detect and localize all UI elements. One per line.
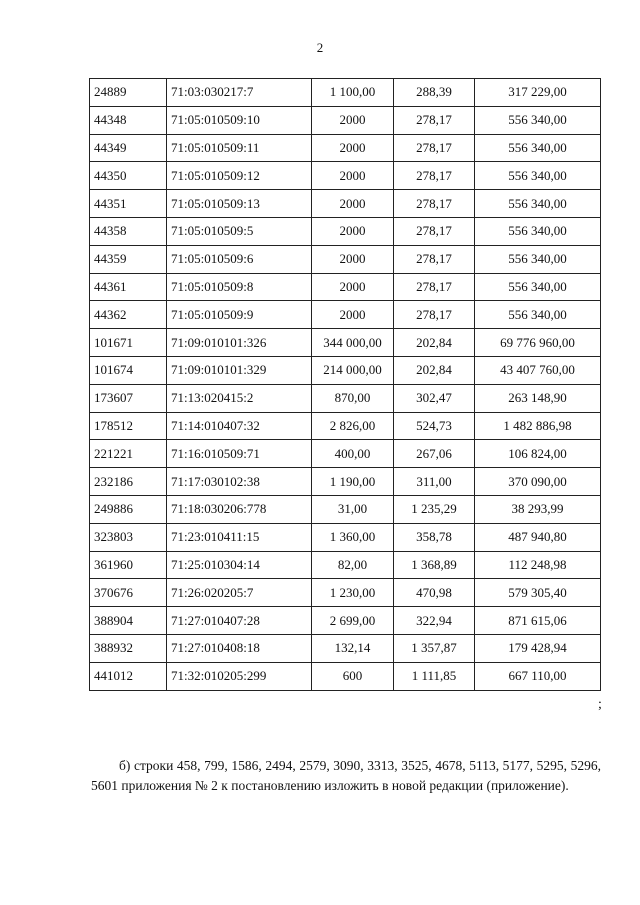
row-id-cell: 221221 <box>90 440 167 468</box>
area-cell: 600 <box>312 662 394 690</box>
area-cell: 2000 <box>312 245 394 273</box>
cadastral-value-cell: 556 340,00 <box>475 273 601 301</box>
area-cell: 344 000,00 <box>312 329 394 357</box>
row-id-cell: 370676 <box>90 579 167 607</box>
rate-cell: 267,06 <box>394 440 475 468</box>
rate-cell: 1 368,89 <box>394 551 475 579</box>
row-id-cell: 44358 <box>90 217 167 245</box>
rate-cell: 1 357,87 <box>394 634 475 662</box>
cadastral-number-cell: 71:27:010408:18 <box>167 634 312 662</box>
rate-cell: 288,39 <box>394 79 475 107</box>
row-id-cell: 441012 <box>90 662 167 690</box>
cadastral-value-cell: 487 940,80 <box>475 523 601 551</box>
cadastral-number-cell: 71:03:030217:7 <box>167 79 312 107</box>
table-row <box>90 245 601 273</box>
row-id-cell: 44362 <box>90 301 167 329</box>
amendment-paragraph: б) строки 458, 799, 1586, 2494, 2579, 3090, 3313, 3525, 4678, 5113, 5177, 5295, 5296, 5601 приложения № 2 к постановлению изложить в новой редакции (приложение). <box>91 757 601 793</box>
table-row <box>90 190 601 218</box>
cadastral-number-cell: 71:05:010509:9 <box>167 301 312 329</box>
cadastral-number-cell: 71:26:020205:7 <box>167 579 312 607</box>
cadastral-number-cell: 71:25:010304:14 <box>167 551 312 579</box>
row-id-cell: 388932 <box>90 634 167 662</box>
cadastral-number-cell: 71:17:030102:38 <box>167 468 312 496</box>
cadastral-number-cell: 71:27:010407:28 <box>167 607 312 635</box>
table-trailing-semicolon: ; <box>598 697 602 712</box>
table-row <box>90 607 601 635</box>
cadastral-value-cell: 667 110,00 <box>475 662 601 690</box>
table-row <box>90 634 601 662</box>
cadastral-number-cell: 71:14:010407:32 <box>167 412 312 440</box>
cadastral-value-cell: 579 305,40 <box>475 579 601 607</box>
rate-cell: 302,47 <box>394 384 475 412</box>
table-row <box>90 579 601 607</box>
page-number: 2 <box>316 40 324 55</box>
row-id-cell: 361960 <box>90 551 167 579</box>
row-id-cell: 173607 <box>90 384 167 412</box>
rate-cell: 322,94 <box>394 607 475 635</box>
table-row <box>90 273 601 301</box>
area-cell: 1 190,00 <box>312 468 394 496</box>
cadastral-number-cell: 71:32:010205:299 <box>167 662 312 690</box>
cadastral-value-cell: 38 293,99 <box>475 495 601 523</box>
rate-cell: 202,84 <box>394 329 475 357</box>
cadastral-value-cell: 106 824,00 <box>475 440 601 468</box>
row-id-cell: 24889 <box>90 79 167 107</box>
rate-cell: 358,78 <box>394 523 475 551</box>
cadastral-value-cell: 112 248,98 <box>475 551 601 579</box>
row-id-cell: 323803 <box>90 523 167 551</box>
area-cell: 870,00 <box>312 384 394 412</box>
cadastral-value-cell: 556 340,00 <box>475 162 601 190</box>
row-id-cell: 44348 <box>90 106 167 134</box>
cadastral-value-cell: 556 340,00 <box>475 301 601 329</box>
area-cell: 2000 <box>312 273 394 301</box>
cadastral-number-cell: 71:13:020415:2 <box>167 384 312 412</box>
area-cell: 31,00 <box>312 495 394 523</box>
row-id-cell: 44359 <box>90 245 167 273</box>
cadastral-value-cell: 556 340,00 <box>475 106 601 134</box>
rate-cell: 278,17 <box>394 106 475 134</box>
cadastral-value-cell: 556 340,00 <box>475 190 601 218</box>
area-cell: 132,14 <box>312 634 394 662</box>
cadastral-value-cell: 871 615,06 <box>475 607 601 635</box>
rate-cell: 278,17 <box>394 134 475 162</box>
row-id-cell: 44349 <box>90 134 167 162</box>
table-row <box>90 495 601 523</box>
area-cell: 2000 <box>312 190 394 218</box>
cadastral-number-cell: 71:16:010509:71 <box>167 440 312 468</box>
row-id-cell: 178512 <box>90 412 167 440</box>
table-row <box>90 468 601 496</box>
table-row <box>90 79 601 107</box>
rate-cell: 1 235,29 <box>394 495 475 523</box>
table-row <box>90 523 601 551</box>
rate-cell: 202,84 <box>394 356 475 384</box>
area-cell: 2000 <box>312 217 394 245</box>
table-row <box>90 356 601 384</box>
cadastral-value-cell: 556 340,00 <box>475 134 601 162</box>
table-row <box>90 551 601 579</box>
table-row <box>90 134 601 162</box>
table-row <box>90 384 601 412</box>
row-id-cell: 101671 <box>90 329 167 357</box>
cadastral-number-cell: 71:09:010101:326 <box>167 329 312 357</box>
cadastral-value-cell: 179 428,94 <box>475 634 601 662</box>
table-row <box>90 162 601 190</box>
cadastral-number-cell: 71:05:010509:12 <box>167 162 312 190</box>
rate-cell: 278,17 <box>394 301 475 329</box>
rate-cell: 278,17 <box>394 190 475 218</box>
cadastral-number-cell: 71:05:010509:10 <box>167 106 312 134</box>
cadastral-number-cell: 71:05:010509:6 <box>167 245 312 273</box>
row-id-cell: 232186 <box>90 468 167 496</box>
row-id-cell: 44350 <box>90 162 167 190</box>
cadastral-number-cell: 71:18:030206:778 <box>167 495 312 523</box>
row-id-cell: 101674 <box>90 356 167 384</box>
cadastral-value-cell: 1 482 886,98 <box>475 412 601 440</box>
cadastral-value-cell: 69 776 960,00 <box>475 329 601 357</box>
table-row <box>90 662 601 690</box>
table-row <box>90 301 601 329</box>
rate-cell: 278,17 <box>394 245 475 273</box>
table-row <box>90 412 601 440</box>
area-cell: 400,00 <box>312 440 394 468</box>
rate-cell: 278,17 <box>394 273 475 301</box>
area-cell: 82,00 <box>312 551 394 579</box>
cadastral-value-cell: 370 090,00 <box>475 468 601 496</box>
row-id-cell: 388904 <box>90 607 167 635</box>
area-cell: 2000 <box>312 106 394 134</box>
rate-cell: 278,17 <box>394 217 475 245</box>
cadastral-value-cell: 556 340,00 <box>475 217 601 245</box>
cadastral-number-cell: 71:05:010509:5 <box>167 217 312 245</box>
row-id-cell: 44361 <box>90 273 167 301</box>
cadastral-value-cell: 43 407 760,00 <box>475 356 601 384</box>
area-cell: 2 826,00 <box>312 412 394 440</box>
row-id-cell: 249886 <box>90 495 167 523</box>
cadastral-value-table <box>89 78 601 691</box>
area-cell: 1 360,00 <box>312 523 394 551</box>
area-cell: 2000 <box>312 301 394 329</box>
cadastral-value-cell: 556 340,00 <box>475 245 601 273</box>
cadastral-value-cell: 263 148,90 <box>475 384 601 412</box>
cadastral-number-cell: 71:05:010509:8 <box>167 273 312 301</box>
table-row <box>90 329 601 357</box>
area-cell: 214 000,00 <box>312 356 394 384</box>
rate-cell: 1 111,85 <box>394 662 475 690</box>
area-cell: 1 100,00 <box>312 79 394 107</box>
table-row <box>90 217 601 245</box>
cadastral-number-cell: 71:23:010411:15 <box>167 523 312 551</box>
rate-cell: 278,17 <box>394 162 475 190</box>
row-id-cell: 44351 <box>90 190 167 218</box>
rate-cell: 311,00 <box>394 468 475 496</box>
rate-cell: 524,73 <box>394 412 475 440</box>
cadastral-number-cell: 71:05:010509:13 <box>167 190 312 218</box>
area-cell: 2000 <box>312 134 394 162</box>
area-cell: 1 230,00 <box>312 579 394 607</box>
rate-cell: 470,98 <box>394 579 475 607</box>
table-row <box>90 440 601 468</box>
area-cell: 2 699,00 <box>312 607 394 635</box>
area-cell: 2000 <box>312 162 394 190</box>
cadastral-value-cell: 317 229,00 <box>475 79 601 107</box>
cadastral-number-cell: 71:09:010101:329 <box>167 356 312 384</box>
cadastral-number-cell: 71:05:010509:11 <box>167 134 312 162</box>
table-row <box>90 106 601 134</box>
